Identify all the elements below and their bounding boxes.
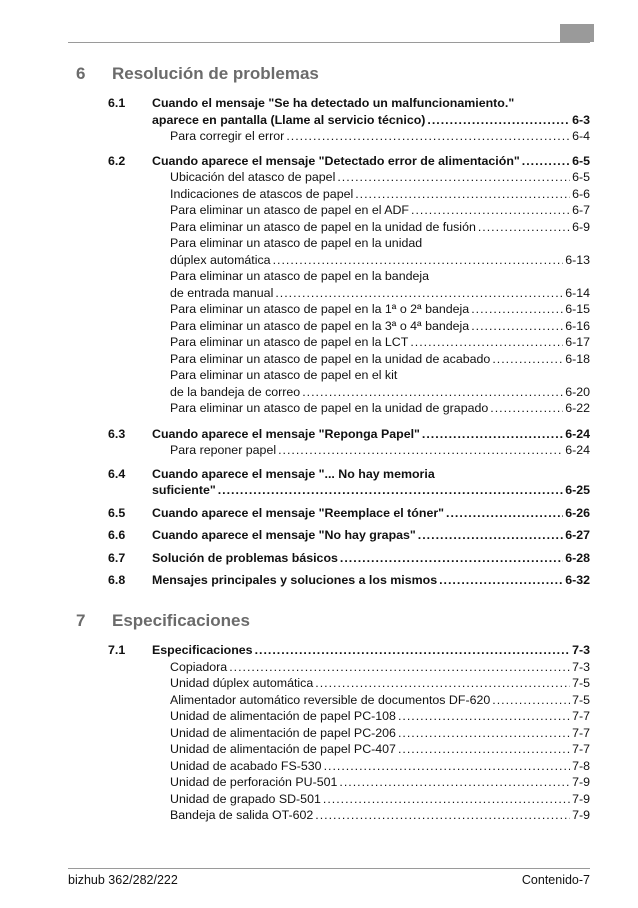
toc-item-row <box>0 692 638 708</box>
page-number: 6-27 <box>565 528 590 542</box>
toc-item-title: Unidad de perforación PU-501 <box>170 775 338 789</box>
toc-section-title: Cuando aparece el mensaje "No hay grapas" <box>152 528 416 542</box>
toc-section-title: suficiente" <box>152 483 216 497</box>
toc-item-entry[interactable] <box>170 659 590 675</box>
toc-item-row <box>0 252 638 268</box>
toc-item-row <box>0 400 638 416</box>
page-number: 6-17 <box>565 335 590 349</box>
section-number: 6.4 <box>108 466 126 481</box>
toc-section-row <box>0 466 638 482</box>
toc-item-row <box>0 219 638 235</box>
dot-leader <box>286 128 570 144</box>
toc-item-row <box>0 128 638 144</box>
dot-leader <box>492 351 563 367</box>
footer-page-label: Contenido-7 <box>521 873 590 887</box>
toc-item-row <box>0 758 638 774</box>
dot-leader <box>398 708 570 724</box>
dot-leader <box>478 219 570 235</box>
toc-item-entry[interactable] <box>170 741 590 757</box>
dot-leader <box>398 741 570 757</box>
toc-item-row <box>0 741 638 757</box>
dot-leader <box>410 334 563 350</box>
page-number: 7-3 <box>572 659 590 674</box>
toc-item-title: Para eliminar un atasco de papel en la unidad de fusión <box>170 219 476 234</box>
toc-item-title: Para corregir el error <box>170 129 285 143</box>
toc-item-entry[interactable] <box>170 384 590 400</box>
toc-item-title: de la bandeja de correo <box>170 384 301 399</box>
toc-item-entry[interactable] <box>170 758 590 774</box>
page-number: 6-15 <box>565 302 590 316</box>
toc-section-title: Cuando aparece el mensaje "Detectado error de alimentación" <box>152 153 520 168</box>
toc-item-row <box>0 186 638 202</box>
toc-section-row <box>0 572 638 588</box>
toc-section-row <box>0 642 638 658</box>
page-number: 6-26 <box>565 505 590 520</box>
dot-leader <box>324 758 571 774</box>
toc-item-title: Unidad dúplex automática <box>170 676 314 690</box>
toc-item-entry[interactable] <box>170 807 590 823</box>
page-corner-tab <box>560 24 594 42</box>
dot-leader <box>323 791 570 807</box>
section-number: 6.3 <box>108 426 126 441</box>
toc-section-row <box>0 95 638 111</box>
dot-leader <box>275 285 563 301</box>
section-number: 6.2 <box>108 153 126 168</box>
dot-leader <box>427 112 570 128</box>
toc-item-entry[interactable] <box>170 318 590 334</box>
dot-leader <box>446 505 563 521</box>
page-number: 6-24 <box>565 426 590 441</box>
page-number: 7-8 <box>572 758 590 773</box>
toc-item-title: Para reponer papel <box>170 443 277 457</box>
dot-leader <box>218 482 563 498</box>
chapter-number: 7 <box>76 611 86 630</box>
toc-item-entry[interactable] <box>170 367 590 383</box>
toc-section-title: Solución de problemas básicos <box>152 550 338 565</box>
dot-leader <box>278 442 563 458</box>
toc-section-entry[interactable] <box>152 112 590 128</box>
toc-section-entry[interactable] <box>152 466 590 482</box>
toc-item-row <box>0 675 638 691</box>
page-number: 6-7 <box>572 203 590 217</box>
page-number: 6-32 <box>565 573 590 587</box>
toc-item-row <box>0 807 638 823</box>
toc-item-title: Para eliminar un atasco de papel en la unidad de grapado <box>170 401 489 415</box>
dot-leader <box>471 301 563 317</box>
dot-leader <box>422 426 563 442</box>
toc-item-row <box>0 725 638 741</box>
page-number: 7-9 <box>572 808 590 822</box>
toc-item-row <box>0 285 638 301</box>
page-number: 7-5 <box>572 676 590 690</box>
toc-item-title: Unidad de alimentación de papel PC-108 <box>170 709 396 723</box>
dot-leader <box>315 675 570 691</box>
toc-item-row <box>0 169 638 185</box>
toc-item-title: Para eliminar un atasco de papel en el kit <box>170 368 398 382</box>
dot-leader <box>492 692 570 708</box>
toc-item-title: Para eliminar un atasco de papel en la unidad <box>170 236 423 250</box>
toc-item-title: Para eliminar un atasco de papel en la unidad de acabado <box>170 351 491 366</box>
toc-section-row <box>0 527 638 543</box>
footer-rule <box>68 868 590 869</box>
toc-item-title: Alimentador automático reversible de documentos DF-620 <box>170 692 491 707</box>
toc-section-entry[interactable] <box>152 426 590 442</box>
chapter-title: Resolución de problemas <box>112 64 319 83</box>
toc-section-row <box>0 505 638 521</box>
section-number: 6.1 <box>108 96 126 110</box>
toc-item-entry[interactable] <box>170 235 590 251</box>
toc-item-title: de entrada manual <box>170 285 274 300</box>
dot-leader <box>340 550 563 566</box>
toc-item-title: Para eliminar un atasco de papel en la LCT <box>170 335 409 349</box>
page-number: 7-7 <box>572 725 590 740</box>
toc-item-title: Para eliminar un atasco de papel en la 3ª o 4ª bandeja <box>170 318 470 333</box>
toc-item-row <box>0 334 638 350</box>
toc-item-entry[interactable] <box>170 285 590 301</box>
toc-item-entry[interactable] <box>170 725 590 741</box>
toc-item-entry[interactable] <box>170 219 590 235</box>
page-number: 7-9 <box>572 791 590 806</box>
dot-leader <box>355 186 570 202</box>
toc-item-row <box>0 301 638 317</box>
page-number: 6-22 <box>565 401 590 415</box>
page-number: 6-25 <box>565 483 590 497</box>
toc-item-row <box>0 791 638 807</box>
toc-item-entry[interactable] <box>170 128 590 144</box>
toc-item-title: Para eliminar un atasco de papel en la bandeja <box>170 269 430 283</box>
toc-item-entry[interactable] <box>170 774 590 790</box>
toc-item-entry[interactable] <box>170 252 590 268</box>
toc-section-entry[interactable] <box>152 527 590 543</box>
toc-item-row <box>0 202 638 218</box>
dot-leader <box>339 774 570 790</box>
toc-section-entry[interactable] <box>152 642 590 658</box>
toc-item-title: Indicaciones de atascos de papel <box>170 186 354 201</box>
page-number: 6-9 <box>572 219 590 234</box>
toc-section-row <box>0 482 638 498</box>
page-number: 6-16 <box>565 318 590 333</box>
chapter-number: 6 <box>76 64 86 83</box>
chapter-title: Especificaciones <box>112 611 250 630</box>
dot-leader <box>302 384 563 400</box>
toc-item-entry[interactable] <box>170 708 590 724</box>
dot-leader <box>411 202 570 218</box>
page-number: 7-9 <box>572 775 590 789</box>
toc-item-title: Unidad de alimentación de papel PC-407 <box>170 742 396 756</box>
dot-leader <box>418 527 563 543</box>
page-number: 6-24 <box>565 443 590 457</box>
toc-item-entry[interactable] <box>170 442 590 458</box>
toc-section-title: Mensajes principales y soluciones a los mismos <box>152 573 438 587</box>
page-number: 6-4 <box>572 129 590 143</box>
dot-leader <box>255 642 571 658</box>
dot-leader <box>315 807 570 823</box>
toc-section-entry[interactable] <box>152 550 590 566</box>
toc-section-title: Cuando aparece el mensaje "Reponga Papel" <box>152 426 420 441</box>
toc-section-entry[interactable] <box>152 505 590 521</box>
toc-section-entry[interactable] <box>152 95 590 111</box>
page-number: 7-7 <box>572 742 590 756</box>
dot-leader <box>229 659 570 675</box>
page-number: 6-20 <box>565 384 590 399</box>
toc-item-row <box>0 774 638 790</box>
section-number: 6.8 <box>108 573 126 587</box>
page-number: 6-28 <box>565 550 590 565</box>
toc-section-entry[interactable] <box>152 153 590 169</box>
toc-item-row <box>0 708 638 724</box>
toc-section-row <box>0 426 638 442</box>
toc-item-entry[interactable] <box>170 791 590 807</box>
toc-item-title: Para eliminar un atasco de papel en el ADF <box>170 203 410 217</box>
page-number: 7-5 <box>572 692 590 707</box>
toc-item-title: Ubicación del atasco de papel <box>170 170 336 184</box>
toc-item-entry[interactable] <box>170 268 590 284</box>
section-number: 6.6 <box>108 528 126 542</box>
page-number: 7-3 <box>572 643 590 657</box>
page-number: 6-6 <box>572 186 590 201</box>
toc-item-entry[interactable] <box>170 169 590 185</box>
page-number: 6-13 <box>565 252 590 267</box>
page-number: 7-7 <box>572 709 590 723</box>
page-number: 6-5 <box>572 153 590 168</box>
toc-item-entry[interactable] <box>170 186 590 202</box>
toc-item-row <box>0 318 638 334</box>
page-number: 6-5 <box>572 170 590 184</box>
dot-leader <box>471 318 563 334</box>
toc-section-row <box>0 550 638 566</box>
page-number: 6-18 <box>565 351 590 366</box>
toc-item-row <box>0 235 638 251</box>
toc-item-entry[interactable] <box>170 692 590 708</box>
toc-section-row <box>0 112 638 128</box>
toc-section-title: Cuando el mensaje "Se ha detectado un malfuncionamiento." <box>152 96 515 110</box>
toc-item-title: Unidad de grapado SD-501 <box>170 791 321 806</box>
dot-leader <box>439 572 563 588</box>
page-number: 6-14 <box>565 285 590 300</box>
toc-section-title: Cuando aparece el mensaje "... No hay memoria <box>152 466 435 481</box>
toc-item-entry[interactable] <box>170 400 590 416</box>
toc-item-row <box>0 367 638 383</box>
toc-item-row <box>0 268 638 284</box>
toc-item-entry[interactable] <box>170 301 590 317</box>
section-number: 6.5 <box>108 505 126 520</box>
toc-section-title: Cuando aparece el mensaje "Reemplace el tóner" <box>152 505 445 520</box>
toc-item-entry[interactable] <box>170 202 590 218</box>
dot-leader <box>273 252 564 268</box>
dot-leader <box>522 153 570 169</box>
toc-item-row <box>0 442 638 458</box>
toc-item-row <box>0 659 638 675</box>
footer-product-name: bizhub 362/282/222 <box>68 873 178 887</box>
toc-item-row <box>0 351 638 367</box>
toc-section-title: Especificaciones <box>152 643 253 657</box>
dot-leader <box>337 169 570 185</box>
dot-leader <box>490 400 563 416</box>
toc-item-entry[interactable] <box>170 675 590 691</box>
toc-item-title: Para eliminar un atasco de papel en la 1ª o 2ª bandeja <box>170 302 470 316</box>
toc-item-entry[interactable] <box>170 334 590 350</box>
toc-section-entry[interactable] <box>152 572 590 588</box>
toc-item-title: Unidad de alimentación de papel PC-206 <box>170 725 396 740</box>
section-number: 7.1 <box>108 643 126 657</box>
section-number: 6.7 <box>108 550 126 565</box>
toc-item-title: dúplex automática <box>170 252 271 267</box>
toc-item-title: Bandeja de salida OT-602 <box>170 808 314 822</box>
toc-item-row <box>0 384 638 400</box>
page-number: 6-3 <box>572 112 590 127</box>
toc-item-entry[interactable] <box>170 351 590 367</box>
header-rule <box>68 42 590 43</box>
toc-item-title: Copiadora <box>170 659 228 674</box>
toc-item-title: Unidad de acabado FS-530 <box>170 758 322 773</box>
toc-section-row <box>0 153 638 169</box>
toc-section-title: aparece en pantalla (Llame al servicio técnico) <box>152 112 426 127</box>
dot-leader <box>398 725 570 741</box>
toc-section-entry[interactable] <box>152 482 590 498</box>
